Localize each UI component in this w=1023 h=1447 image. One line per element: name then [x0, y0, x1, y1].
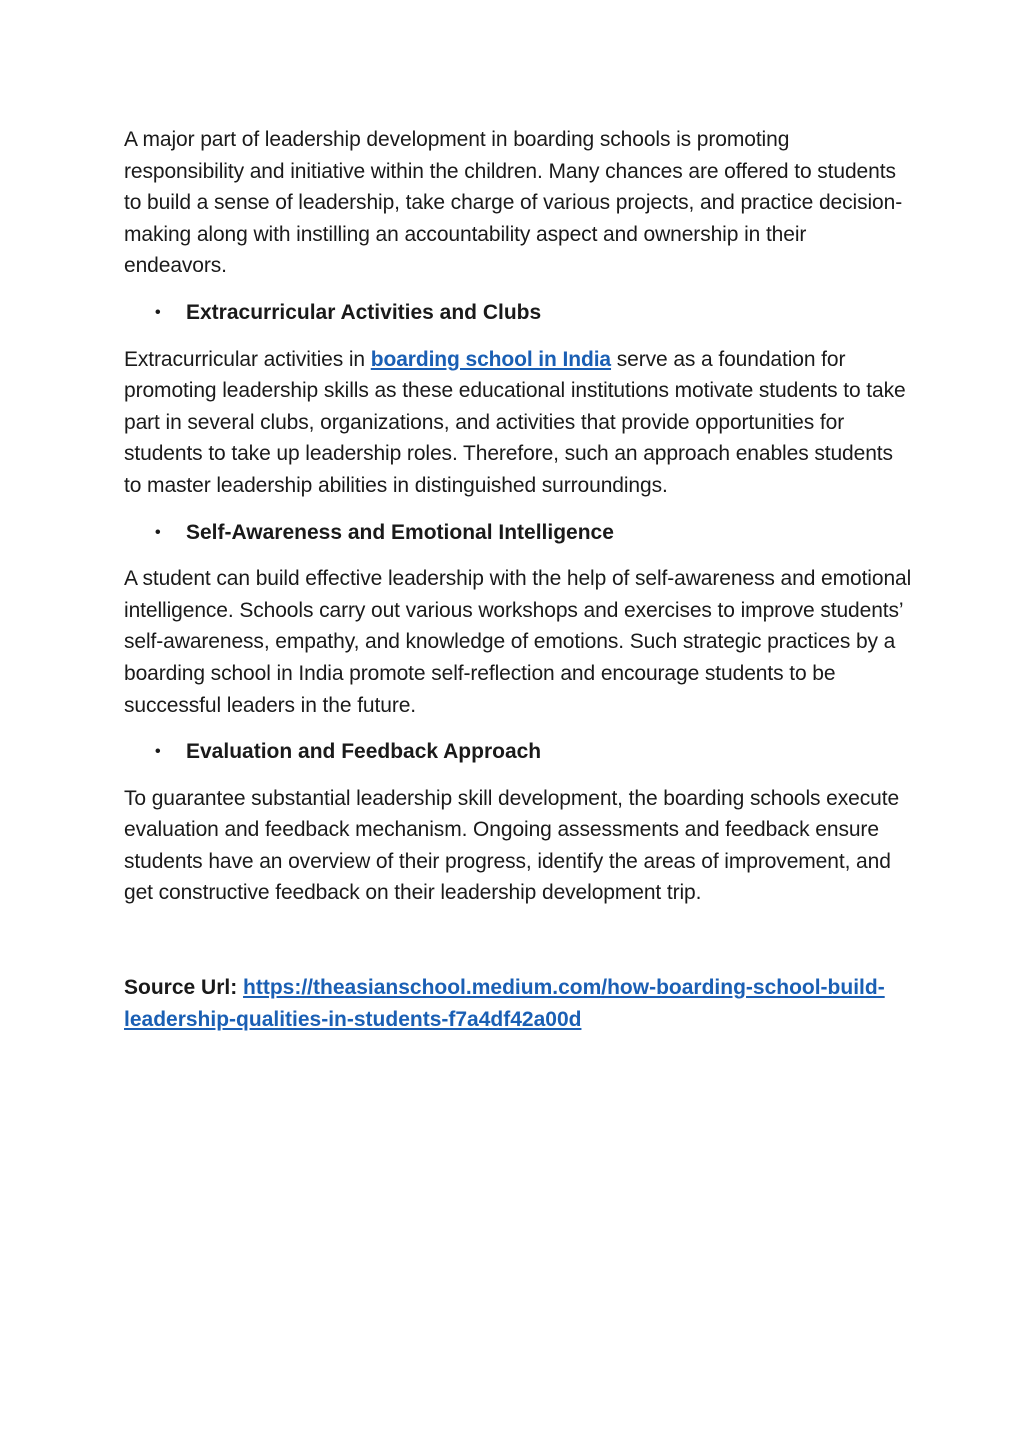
extracurricular-paragraph: [124, 344, 914, 502]
source-label: Source Url:: [124, 976, 244, 1000]
extracurricular-text-after: serve as a foundation for promoting leadership skills as these educational institutions motivate students to take part in several clubs, organizations, and activities that provide opportunities for students to take up leadership roles. Therefore, such an approach enables students to master leadership abilities in distinguished surroundings.: [124, 347, 906, 497]
source-url-link[interactable]: https://theasianschool.medium.com/how-boarding-school-build-leadership-qualities-in-students-f7a4df42a00d: [124, 976, 885, 1031]
bullet-marker: •: [155, 743, 161, 761]
evaluation-paragraph: To guarantee substantial leadership skill development, the boarding schools execute evaluation and feedback mechanism. Ongoing assessments and feedback ensure students have an overview of their progress, identify the areas of improvement, and get constructive feedback on their leadership development trip.: [124, 786, 900, 905]
boarding-school-link[interactable]: boarding school in India: [370, 347, 612, 371]
bullet-marker: •: [155, 523, 161, 541]
intro-paragraph: A major part of leadership development in boarding schools is promoting responsibility and initiative within the children. Many chances are offered to students to build a sense of leadership, take charge of various projects, and practice decision-making along with instilling an accountability aspect and ownership in their endeavors.: [124, 128, 903, 278]
heading-text: Evaluation and Feedback Approach: [186, 740, 542, 764]
document-page: [124, 124, 914, 1035]
source-line: [124, 972, 914, 1035]
bullet-extracurricular-heading: [124, 297, 914, 329]
bullet-self-awareness-heading: [124, 517, 914, 549]
heading-text: Self-Awareness and Emotional Intelligence: [186, 520, 614, 544]
heading-text: Extracurricular Activities and Clubs: [186, 300, 542, 324]
self-awareness-paragraph: A student can build effective leadership with the help of self-awareness and emotional intelligence. Schools carry out various workshops and exercises to improve students’ self-awareness, empathy, and knowledge of emotions. Such strategic practices by a boarding school in India promote self-reflection and encourage students to be successful leaders in the future.: [124, 567, 912, 717]
bullet-marker: •: [155, 303, 161, 321]
extracurricular-text-before: Extracurricular activities in: [124, 347, 371, 371]
bullet-evaluation-heading: [124, 736, 914, 768]
